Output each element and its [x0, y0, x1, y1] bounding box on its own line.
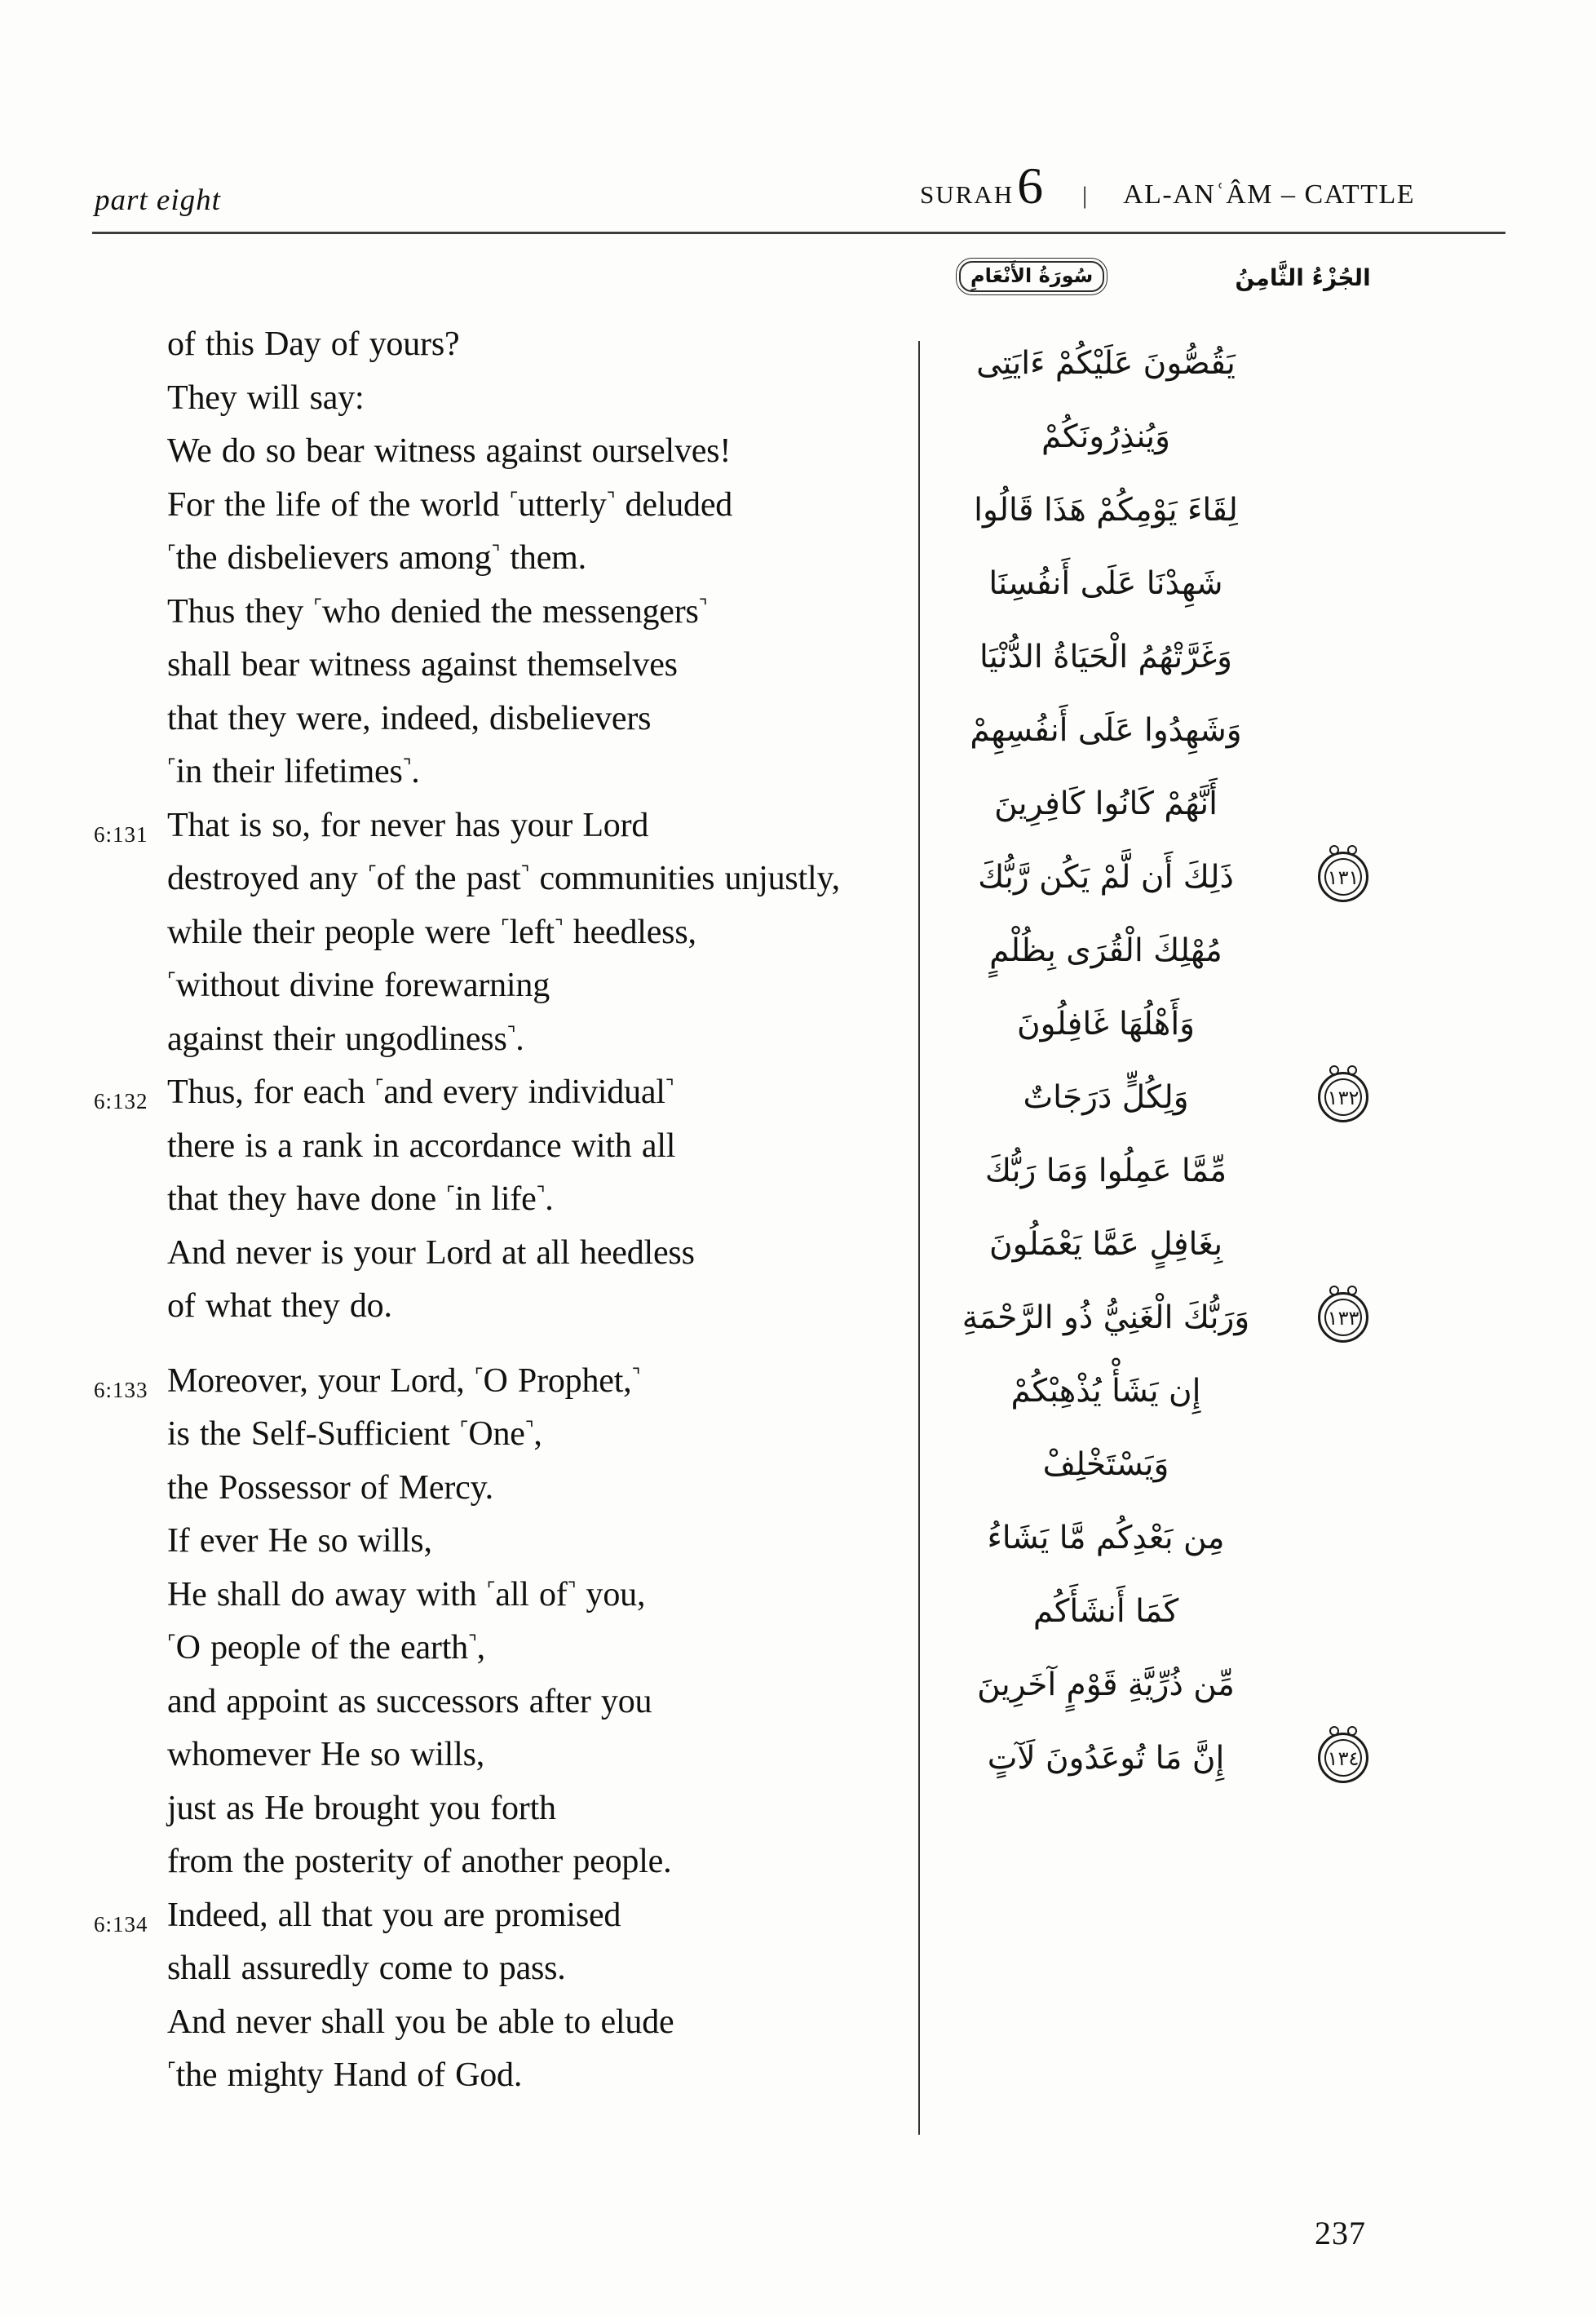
translation-line [92, 1066, 912, 1120]
column-divider [918, 341, 920, 2135]
half-bracket-open: ⌜ [167, 542, 176, 564]
translation-line [92, 1173, 912, 1227]
translation-text: Thus they ⌜who denied the messengers⌝ [167, 592, 708, 631]
translation-line [92, 479, 912, 533]
translation-line [92, 1782, 912, 1836]
arabic-text: بِغَافِلٍ عَمَّا يَعْمَلُونَ [988, 1225, 1223, 1263]
translation-text: there is a rank in accordance with all [167, 1127, 676, 1165]
translation-text: And never is your Lord at all heedless [167, 1233, 695, 1272]
verse-medallion [1318, 1292, 1368, 1343]
half-bracket-close: ⌝ [524, 1419, 534, 1440]
translation-line [92, 1622, 912, 1675]
verse-number: 6:134 [94, 1911, 148, 1937]
half-bracket-open: ⌜ [474, 1365, 484, 1387]
verse-number: 6:133 [94, 1377, 148, 1402]
verse-medallion-number: ١٣١ [1327, 866, 1359, 889]
translation-line [92, 1355, 912, 1409]
half-bracket-close: ⌝ [665, 1077, 674, 1098]
arabic-text: وَيَسْتَخْلِفْ [1042, 1445, 1169, 1483]
translation-text: the Possessor of Mercy. [167, 1468, 493, 1507]
arabic-line [962, 326, 1249, 400]
half-bracket-close: ⌝ [631, 1365, 641, 1387]
translation-line [92, 1729, 912, 1782]
translation-line [92, 746, 912, 799]
translation-line [92, 532, 912, 586]
verse-number: 6:132 [94, 1089, 148, 1113]
translation-text: For the life of the world ⌜utterly⌝ deluded [167, 485, 733, 524]
arabic-text: مِن بَعْدِكُم مَّا يَشَاءُ [987, 1519, 1225, 1556]
half-bracket-open: ⌜ [167, 1632, 176, 1653]
translation-line [92, 1013, 912, 1067]
arabic-line [962, 1501, 1249, 1574]
translation-text: from the posterity of another people. [167, 1843, 672, 1880]
arabic-line [962, 1574, 1249, 1648]
half-bracket-close: ⌝ [698, 595, 708, 617]
translation-text: whomever He so wills, [167, 1736, 485, 1773]
half-bracket-close: ⌝ [536, 1184, 546, 1205]
translation-text: ⌜O people of the earth⌝, [167, 1629, 485, 1667]
translation-text: ⌜in their lifetimes⌝. [167, 753, 420, 790]
half-bracket-open: ⌜ [501, 916, 510, 938]
header-rule [92, 232, 1505, 234]
half-bracket-close: ⌝ [467, 1632, 477, 1653]
translation-line [92, 693, 912, 746]
translation-line [92, 906, 912, 960]
page-number: 237 [1315, 2215, 1366, 2251]
arabic-line [962, 1648, 1249, 1721]
translation-text: and appoint as successors after you [167, 1682, 652, 1720]
arabic-line [962, 767, 1249, 840]
arabic-text: كَمَا أَنشَأَكُم [1032, 1592, 1179, 1630]
arabic-text: وَيُنذِرُونَكُمْ [1041, 418, 1170, 455]
translation-line [92, 1120, 912, 1174]
arabic-line [962, 473, 1249, 547]
translation-text: And never shall you be able to elude [167, 2003, 674, 2041]
translation-text: That is so, for never has your Lord [167, 806, 649, 844]
arabic-line [962, 1281, 1359, 1354]
translation-text: Indeed, all that you are promised [167, 1896, 621, 1934]
translation-line [92, 1280, 912, 1334]
half-bracket-open: ⌜ [459, 1419, 469, 1440]
half-bracket-close: ⌝ [491, 542, 501, 564]
translation-text: ⌜without divine forewarning [167, 967, 550, 1004]
translation-line [92, 852, 912, 906]
arabic-line [962, 1134, 1249, 1207]
half-bracket-close: ⌝ [402, 756, 412, 777]
half-bracket-open: ⌜ [374, 1077, 384, 1098]
half-bracket-close: ⌝ [567, 1578, 577, 1600]
translation-line [92, 799, 912, 853]
arabic-text: شَهِدْنَا عَلَى أَنفُسِنَا [988, 564, 1223, 602]
half-bracket-close: ⌝ [520, 863, 530, 884]
surah-number: 6 [1017, 157, 1044, 215]
translation-column [92, 318, 912, 2103]
verse-medallion-number: ١٣٢ [1327, 1087, 1359, 1109]
half-bracket-open: ⌜ [313, 595, 322, 617]
verse-medallion-number: ١٣٣ [1327, 1307, 1359, 1330]
verse-medallion [1318, 852, 1368, 902]
arabic-text: وَشَهِدُوا عَلَى أَنفُسِهِمْ [970, 711, 1242, 749]
translation-text: of what they do. [167, 1287, 392, 1325]
arabic-line [962, 620, 1249, 693]
half-bracket-close: ⌝ [554, 916, 564, 938]
translation-text: If ever He so wills, [167, 1522, 432, 1560]
arabic-line [962, 1354, 1249, 1428]
half-bracket-open: ⌜ [167, 2060, 176, 2081]
half-bracket-open: ⌜ [446, 1184, 455, 1205]
translation-text: ⌜the mighty Hand of God. [167, 2056, 523, 2094]
translation-line [92, 318, 912, 372]
verse-medallion [1318, 1072, 1368, 1122]
arabic-text: وَرَبُّكَ الْغَنِيُّ ذُو الرَّحْمَةِ [962, 1299, 1250, 1336]
arabic-line [962, 914, 1249, 987]
arabic-text: إِنَّ مَا تُوعَدُونَ لَآتٍ [987, 1739, 1225, 1777]
translation-text: He shall do away with ⌜all of⌝ you, [167, 1575, 646, 1613]
arabic-line [962, 987, 1249, 1060]
half-bracket-close: ⌝ [506, 1023, 516, 1045]
translation-text: while their people were ⌜left⌝ heedless, [167, 913, 696, 951]
translation-line [92, 639, 912, 693]
header-separator: | [1082, 182, 1088, 209]
translation-text: is the Self-Sufficient ⌜One⌝, [167, 1415, 542, 1453]
half-bracket-open: ⌜ [368, 863, 377, 884]
arabic-line [962, 400, 1249, 473]
translation-line [92, 586, 912, 640]
half-bracket-open: ⌜ [167, 756, 176, 777]
arabic-line [962, 693, 1249, 767]
arabic-line [962, 1428, 1249, 1501]
translation-line [92, 1942, 912, 1996]
half-bracket-open: ⌜ [509, 489, 519, 511]
arabic-surah-ornament: سُورَةُ الأَنْعَامِ [959, 261, 1104, 292]
translation-line [92, 1408, 912, 1462]
arabic-text: مِّمَّا عَمِلُوا وَمَا رَبُّكَ [984, 1152, 1227, 1189]
arabic-text: إِن يَشَأْ يُذْهِبْكُمْ [1010, 1372, 1201, 1410]
arabic-line [962, 1060, 1359, 1134]
arabic-column [962, 326, 1359, 1795]
arabic-text: وَغَرَّتْهُمُ الْحَيَاةُ الدُّنْيَا [979, 638, 1233, 675]
arabic-text: لِقَاءَ يَوْمِكُمْ هَذَا قَالُوا [974, 491, 1238, 529]
translation-line [92, 425, 912, 479]
verse-medallion-number: ١٣٤ [1327, 1747, 1359, 1770]
translation-line [92, 372, 912, 426]
translation-line [92, 1462, 912, 1516]
translation-text: Thus, for each ⌜and every individual⌝ [167, 1073, 674, 1111]
half-bracket-open: ⌜ [486, 1578, 496, 1600]
translation-text: shall assuredly come to pass. [167, 1950, 566, 1987]
translation-line [92, 959, 912, 1013]
translation-text: ⌜the disbelievers among⌝ them. [167, 539, 586, 577]
translation-text: just as He brought you forth [167, 1789, 556, 1827]
translation-text: against their ungodliness⌝. [167, 1020, 524, 1058]
part-label: part eight [95, 184, 221, 217]
surah-word: SURAH [920, 180, 1015, 209]
arabic-line [962, 1721, 1359, 1795]
arabic-line [962, 840, 1359, 914]
translation-line [92, 1515, 912, 1569]
half-bracket-open: ⌜ [167, 970, 176, 991]
arabic-text: ذَلِكَ أَن لَّمْ يَكُن رَّبُّكَ [978, 858, 1234, 896]
translation-line [92, 1675, 912, 1729]
arabic-text: مِّن ذُرِّيَّةِ قَوْمٍ آخَرِينَ [977, 1666, 1235, 1703]
verse-number: 6:131 [94, 821, 148, 847]
translation-text: We do so bear witness against ourselves! [167, 432, 732, 470]
surah-header [920, 157, 1416, 215]
arabic-juz-ornament: الجُزْءُ الثَّامِنُ [1235, 264, 1371, 291]
arabic-text: وَلِكُلٍّ دَرَجَاتٌ [1023, 1078, 1189, 1116]
translation-line [92, 1227, 912, 1281]
translation-text: that they were, indeed, disbelievers [167, 699, 652, 737]
translation-text: that they have done ⌜in life⌝. [167, 1180, 554, 1218]
translation-line [92, 2049, 912, 2103]
translation-line [92, 1889, 912, 1943]
translation-line [92, 1569, 912, 1622]
arabic-text: يَقُصُّونَ عَلَيْكُمْ ءَايَتِى [976, 344, 1236, 382]
translation-text: shall bear witness against themselves [167, 646, 678, 684]
translation-text: destroyed any ⌜of the past⌝ communities unjustly, [167, 860, 840, 897]
arabic-text: أَنَّهُمْ كَانُوا كَافِرِينَ [994, 785, 1218, 822]
translation-text: Moreover, your Lord, ⌜O Prophet,⌝ [167, 1361, 641, 1400]
surah-name: AL-ANʿÂM – CATTLE [1123, 179, 1416, 210]
half-bracket-close: ⌝ [606, 489, 616, 511]
arabic-line [962, 547, 1249, 620]
verse-medallion [1318, 1733, 1368, 1783]
translation-text: They will say: [167, 378, 365, 417]
arabic-text: وَأَهْلُهَا غَافِلُونَ [1016, 1005, 1196, 1042]
translation-line [92, 1835, 912, 1889]
translation-text: of this Day of yours? [167, 325, 460, 363]
arabic-line [962, 1207, 1249, 1281]
arabic-text: مُهْلِكَ الْقُرَى بِظُلْمٍ [989, 932, 1222, 969]
translation-line [92, 1996, 912, 2050]
